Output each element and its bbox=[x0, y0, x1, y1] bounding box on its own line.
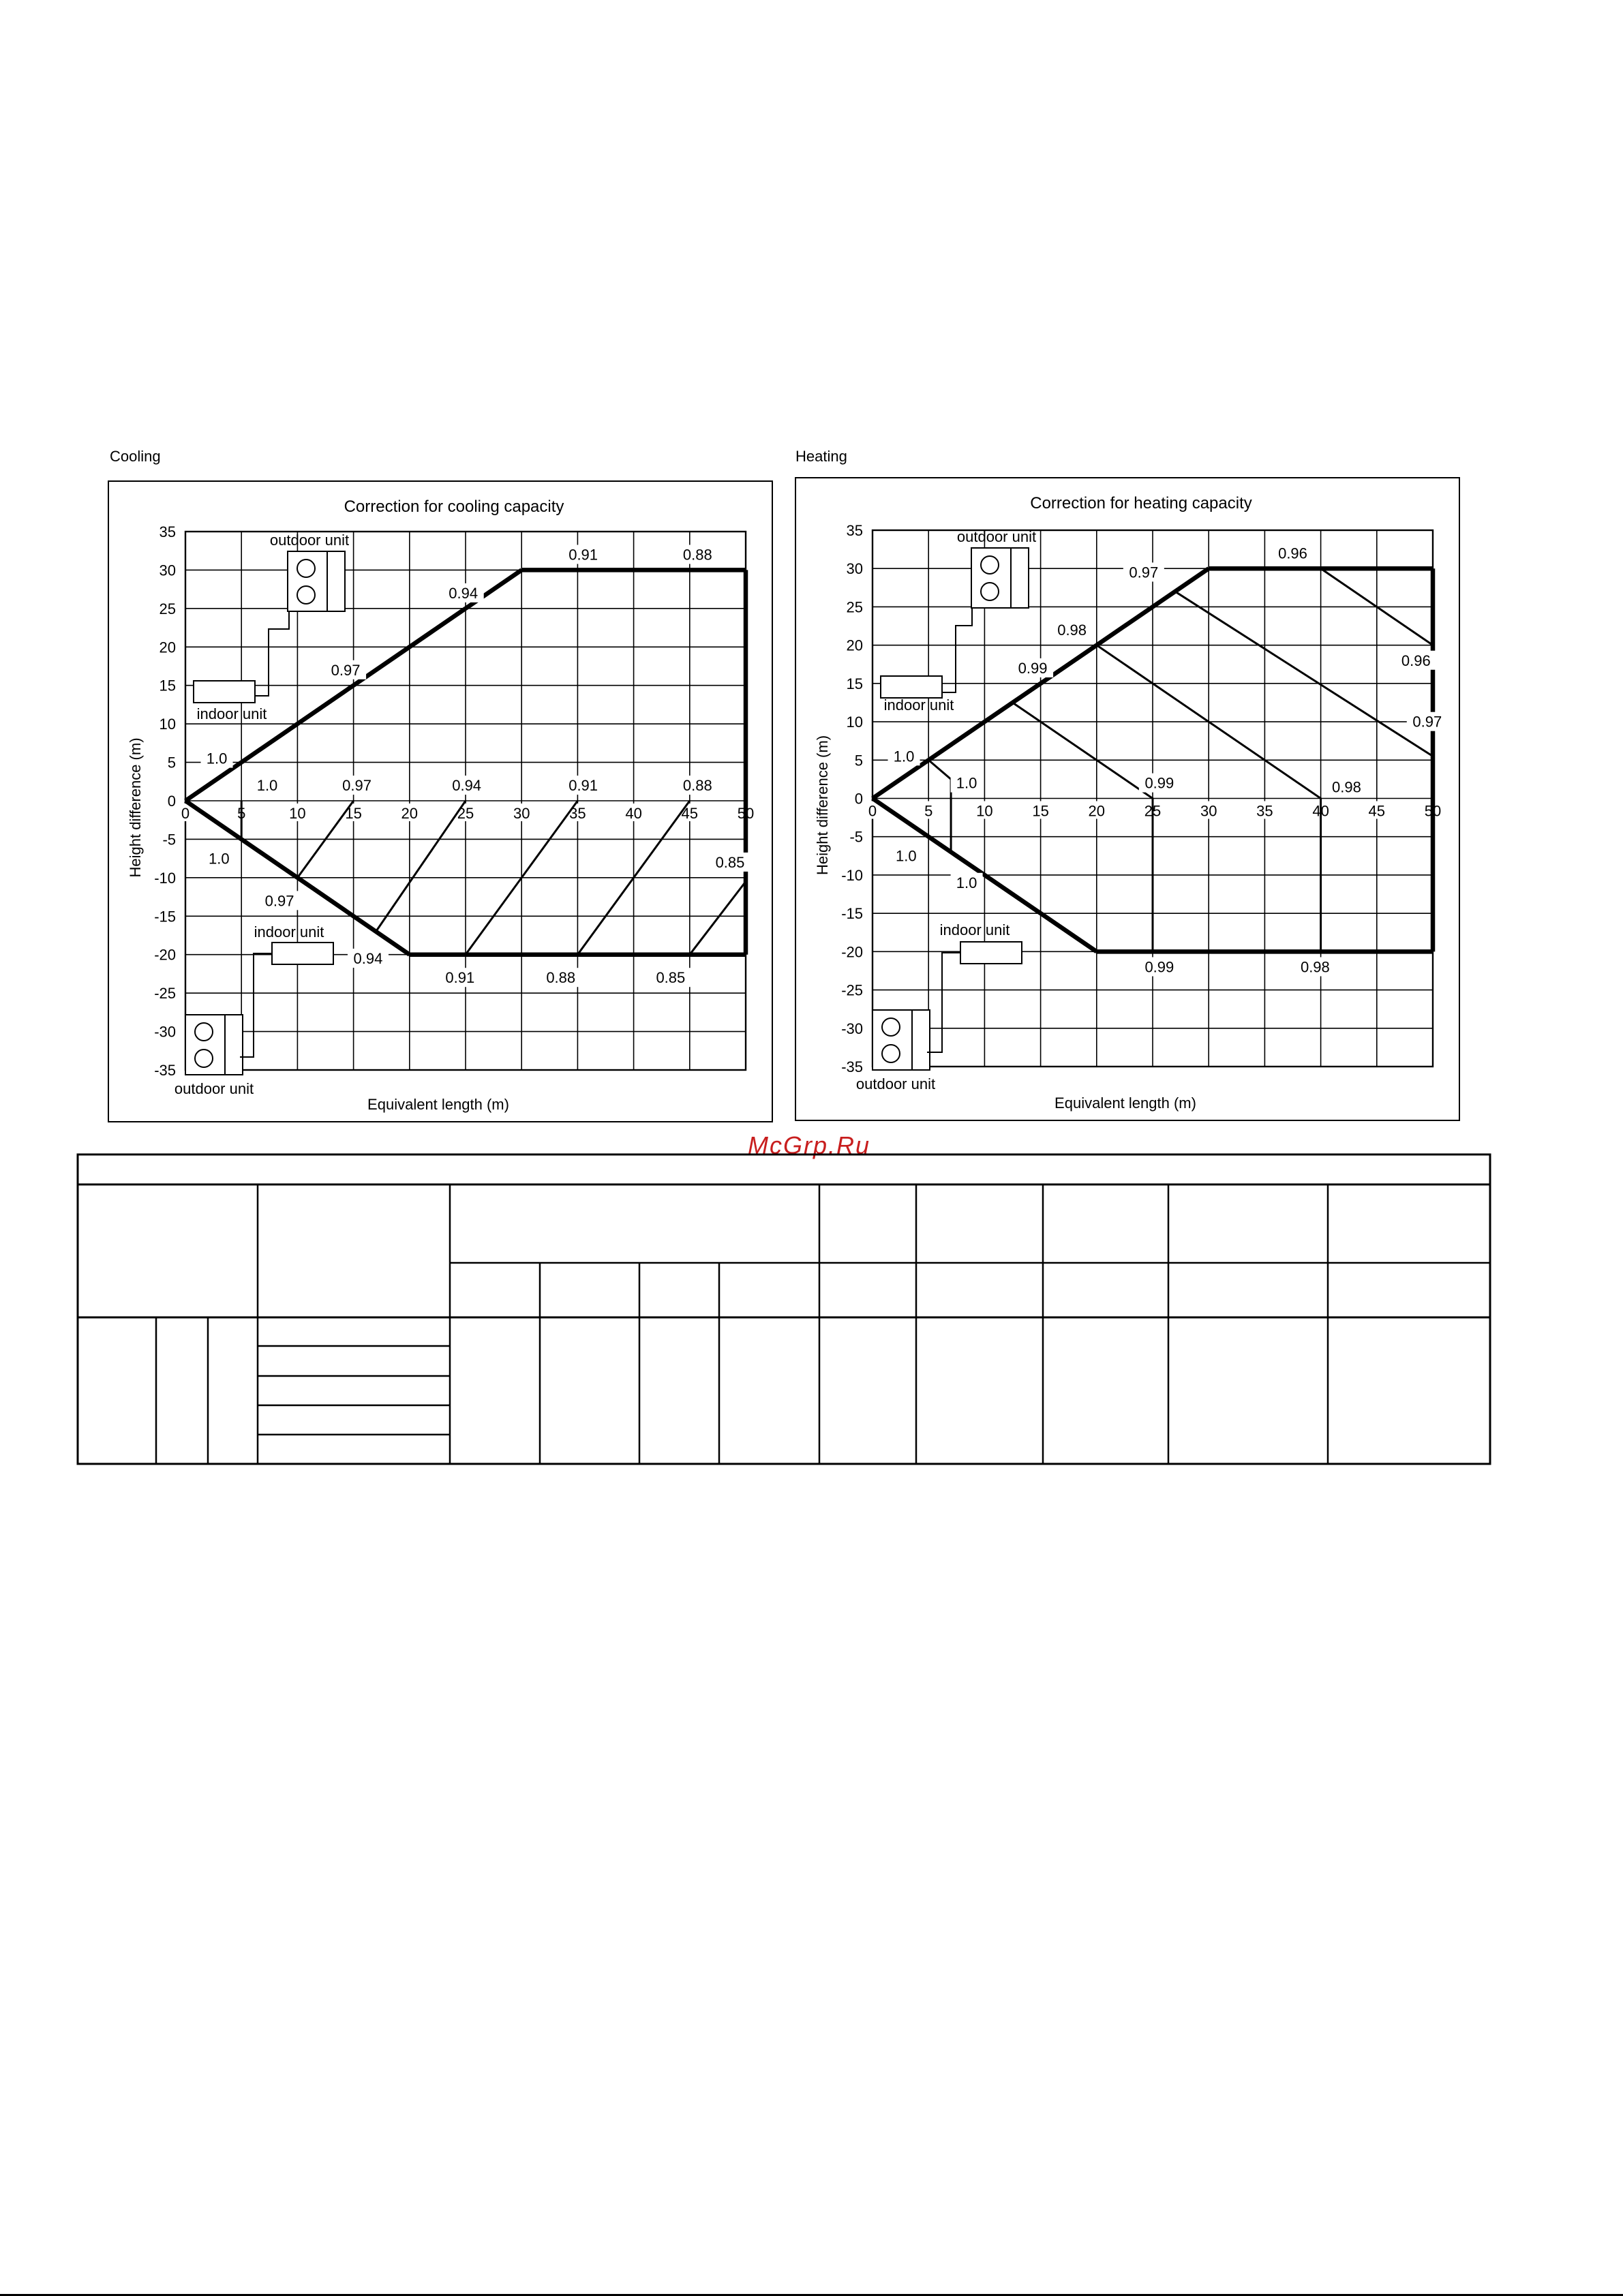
cooling-heading: Cooling bbox=[110, 448, 161, 465]
y-tick-label: 10 bbox=[846, 714, 863, 731]
value-label: 1.0 bbox=[896, 847, 917, 865]
boundary-line bbox=[185, 763, 241, 801]
y-tick-label: 0 bbox=[854, 790, 863, 808]
y-tick-label: 25 bbox=[159, 600, 176, 617]
x-tick-label: 25 bbox=[457, 805, 474, 822]
y-tick-label: 5 bbox=[167, 754, 176, 771]
upper-outdoor-unit-label: outdoor unit bbox=[956, 528, 1037, 545]
x-tick-label: 15 bbox=[345, 805, 362, 822]
value-label: 0.97 bbox=[264, 892, 294, 910]
x-tick-label: 15 bbox=[1032, 802, 1049, 820]
empty-table bbox=[76, 1153, 1491, 1465]
x-tick-label: 30 bbox=[1200, 802, 1217, 820]
y-tick-label: 35 bbox=[159, 523, 176, 540]
value-label: 1.0 bbox=[256, 777, 278, 795]
value-label: 0.85 bbox=[656, 969, 686, 987]
watermark: McGrp.Ru bbox=[748, 1131, 871, 1159]
x-tick-label: 0 bbox=[181, 805, 190, 822]
upper-outdoor-unit-icon-body bbox=[288, 551, 345, 611]
upper-connection-pipe bbox=[942, 608, 972, 692]
value-label: 0.94 bbox=[449, 584, 479, 602]
value-label: 0.98 bbox=[1300, 958, 1330, 976]
y-tick-label: 5 bbox=[854, 752, 863, 769]
y-tick-label: 20 bbox=[846, 637, 863, 654]
value-label: 0.96 bbox=[1401, 652, 1431, 669]
lower-outdoor-unit-icon-body bbox=[185, 1015, 243, 1075]
value-label: 0.99 bbox=[1144, 958, 1174, 976]
lower-indoor-unit-label: indoor unit bbox=[254, 923, 324, 940]
boundary-line bbox=[873, 760, 928, 798]
contour-line bbox=[376, 801, 466, 932]
value-label: 1.0 bbox=[206, 750, 228, 767]
x-tick-label: 20 bbox=[401, 805, 419, 822]
value-label: 0.88 bbox=[546, 969, 576, 987]
y-tick-label: 35 bbox=[846, 522, 863, 539]
lower-indoor-unit-icon bbox=[960, 942, 1022, 964]
y-tick-label: -15 bbox=[154, 908, 176, 925]
y-tick-label: -25 bbox=[841, 981, 863, 999]
x-tick-label: 25 bbox=[1144, 802, 1162, 820]
value-label: 1.0 bbox=[956, 774, 977, 792]
x-tick-label: 10 bbox=[289, 805, 306, 822]
value-label: 1.0 bbox=[956, 874, 977, 891]
value-label: 1.0 bbox=[893, 748, 915, 765]
y-tick-label: -25 bbox=[154, 985, 176, 1002]
y-tick-label: -20 bbox=[154, 946, 176, 964]
y-tick-label: 25 bbox=[846, 598, 863, 616]
x-tick-label: 35 bbox=[569, 805, 586, 822]
value-label: 0.99 bbox=[1144, 774, 1174, 792]
y-tick-label: -30 bbox=[841, 1020, 863, 1037]
value-label: 0.98 bbox=[1331, 778, 1361, 796]
table-border bbox=[78, 1154, 1490, 1464]
x-tick-label: 50 bbox=[1424, 802, 1442, 820]
y-tick-label: -10 bbox=[154, 869, 176, 887]
contour-line bbox=[1175, 592, 1433, 756]
cooling-chart bbox=[108, 480, 773, 1123]
upper-outdoor-unit-label: outdoor unit bbox=[269, 532, 350, 549]
heating-heading: Heating bbox=[795, 448, 847, 465]
contour-line bbox=[1013, 703, 1153, 951]
value-label: 0.88 bbox=[682, 546, 712, 564]
y-tick-label: 15 bbox=[846, 675, 863, 692]
chart-title: Correction for cooling capacity bbox=[344, 498, 564, 516]
y-axis-title: Height difference (m) bbox=[127, 737, 144, 878]
lower-outdoor-unit-icon-body bbox=[873, 1010, 930, 1070]
upper-outdoor-unit-icon-body bbox=[971, 548, 1029, 608]
y-tick-label: 30 bbox=[846, 560, 863, 578]
chart-title: Correction for heating capacity bbox=[1030, 494, 1252, 512]
y-tick-label: -35 bbox=[154, 1062, 176, 1079]
upper-indoor-unit-icon bbox=[881, 676, 942, 698]
upper-connection-pipe bbox=[255, 611, 289, 696]
y-tick-label: 0 bbox=[167, 793, 176, 810]
lower-outdoor-unit-label: outdoor unit bbox=[174, 1080, 254, 1097]
x-tick-label: 45 bbox=[681, 805, 699, 822]
x-tick-label: 50 bbox=[737, 805, 755, 822]
value-label: 0.97 bbox=[331, 661, 361, 679]
value-label: 0.97 bbox=[1412, 713, 1442, 731]
y-tick-label: -35 bbox=[841, 1058, 863, 1075]
x-tick-label: 0 bbox=[868, 802, 877, 820]
y-tick-label: -30 bbox=[154, 1023, 176, 1041]
x-tick-label: 40 bbox=[1312, 802, 1329, 820]
x-tick-label: 10 bbox=[976, 802, 993, 820]
lower-indoor-unit-icon bbox=[272, 943, 333, 964]
y-tick-label: 10 bbox=[159, 716, 176, 733]
upper-indoor-unit-label: indoor unit bbox=[196, 705, 267, 722]
x-tick-label: 5 bbox=[924, 802, 933, 820]
x-tick-label: 35 bbox=[1256, 802, 1273, 820]
value-label: 0.94 bbox=[353, 950, 383, 967]
value-label: 0.98 bbox=[1057, 621, 1087, 639]
upper-indoor-unit-icon bbox=[194, 681, 255, 703]
value-label: 0.99 bbox=[1018, 659, 1048, 677]
value-label: 0.91 bbox=[568, 777, 598, 795]
value-label: 0.91 bbox=[568, 546, 598, 564]
upper-indoor-unit-label: indoor unit bbox=[883, 697, 954, 714]
value-label: 0.94 bbox=[452, 777, 482, 795]
value-label: 0.85 bbox=[715, 853, 745, 871]
lower-connection-pipe bbox=[927, 953, 960, 1052]
value-label: 0.97 bbox=[342, 777, 371, 795]
x-tick-label: 20 bbox=[1088, 802, 1106, 820]
y-tick-label: -5 bbox=[162, 831, 176, 848]
x-axis-title: Equivalent length (m) bbox=[367, 1096, 509, 1113]
y-tick-label: -10 bbox=[841, 866, 863, 884]
value-label: 0.96 bbox=[1278, 545, 1307, 562]
y-tick-label: 20 bbox=[159, 639, 176, 656]
y-tick-label: -20 bbox=[841, 943, 863, 961]
value-label: 0.97 bbox=[1129, 564, 1159, 581]
x-tick-label: 30 bbox=[513, 805, 530, 822]
y-tick-label: 30 bbox=[159, 562, 176, 579]
x-axis-title: Equivalent length (m) bbox=[1055, 1095, 1196, 1112]
x-tick-label: 40 bbox=[625, 805, 642, 822]
x-tick-label: 5 bbox=[237, 805, 246, 822]
value-label: 0.88 bbox=[682, 777, 712, 795]
y-tick-label: -15 bbox=[841, 905, 863, 923]
value-label: 1.0 bbox=[209, 850, 230, 868]
lower-indoor-unit-label: indoor unit bbox=[939, 921, 1010, 938]
lower-connection-pipe bbox=[240, 953, 272, 1057]
x-tick-label: 45 bbox=[1368, 802, 1386, 820]
y-axis-title: Height difference (m) bbox=[814, 735, 831, 876]
contour-line bbox=[690, 882, 746, 955]
lower-outdoor-unit-label: outdoor unit bbox=[855, 1075, 936, 1092]
heating-chart bbox=[795, 477, 1460, 1122]
value-label: 0.91 bbox=[445, 969, 475, 987]
y-tick-label: -5 bbox=[849, 828, 863, 846]
y-tick-label: 15 bbox=[159, 677, 176, 694]
